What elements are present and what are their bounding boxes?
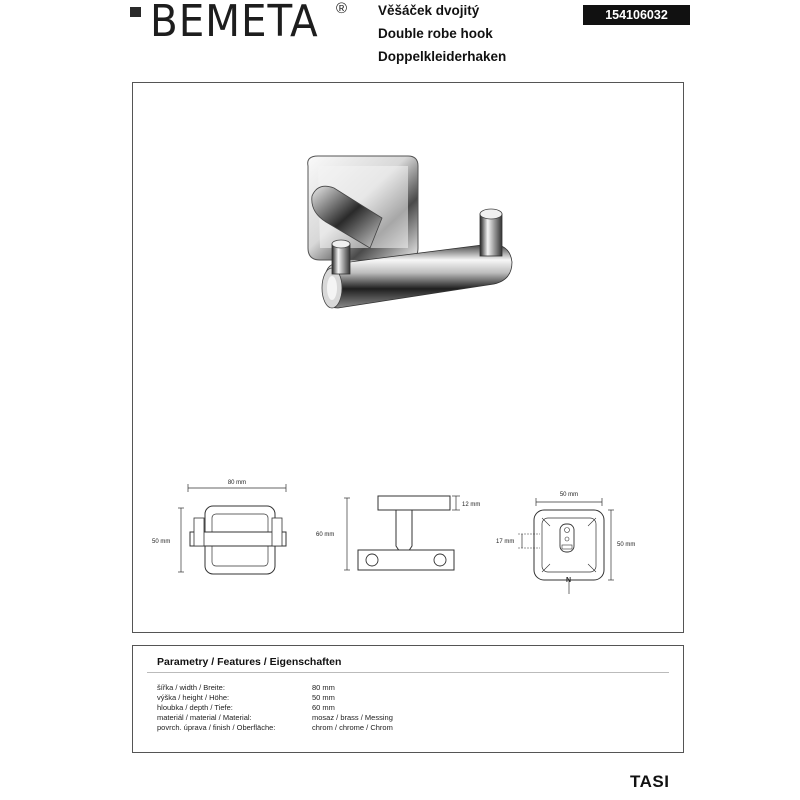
back-width-label: 50 mm — [559, 492, 579, 498]
param-value-material: mosaz / brass / Messing — [312, 713, 393, 722]
registered-mark: ® — [336, 0, 348, 17]
param-label-material: materiál / material / Material: — [157, 713, 252, 722]
back-side-label: N — [566, 577, 572, 584]
title-czech: Věšáček dvojitý — [378, 3, 480, 18]
param-value-width: 80 mm — [312, 683, 335, 692]
logo-square-icon — [130, 7, 141, 17]
param-value-height: 50 mm — [312, 693, 335, 702]
side-height-label: 60 mm — [316, 532, 335, 538]
parameters-divider — [147, 672, 669, 673]
param-label-height: výška / height / Höhe: — [157, 693, 230, 702]
series-name: TASI — [630, 772, 670, 791]
back-height-label: 50 mm — [617, 542, 636, 548]
product-photo — [290, 148, 520, 338]
parameters-title: Parametry / Features / Eigenschaften — [157, 656, 342, 668]
param-label-depth: hloubka / depth / Tiefe: — [157, 703, 233, 712]
front-height-label: 50 mm — [152, 539, 171, 545]
brand-logo: BEMETA — [150, 0, 319, 47]
side-rosette-label: 12 mm — [462, 502, 481, 508]
front-view-drawing — [150, 470, 310, 580]
back-view-drawing — [490, 490, 660, 600]
param-label-width: šířka / width / Breite: — [157, 683, 225, 692]
front-width-label: 80 mm — [227, 480, 247, 486]
param-value-finish: chrom / chrome / Chrom — [312, 723, 393, 732]
param-value-depth: 60 mm — [312, 703, 335, 712]
param-label-finish: povrch. úprava / finish / Oberfläche: — [157, 723, 276, 732]
title-english: Double robe hook — [378, 26, 493, 41]
side-view-drawing — [312, 488, 515, 583]
title-german: Doppelkleiderhaken — [378, 49, 507, 64]
back-offset-label: 17 mm — [496, 539, 515, 545]
product-code-badge: 154106032 — [583, 5, 690, 25]
